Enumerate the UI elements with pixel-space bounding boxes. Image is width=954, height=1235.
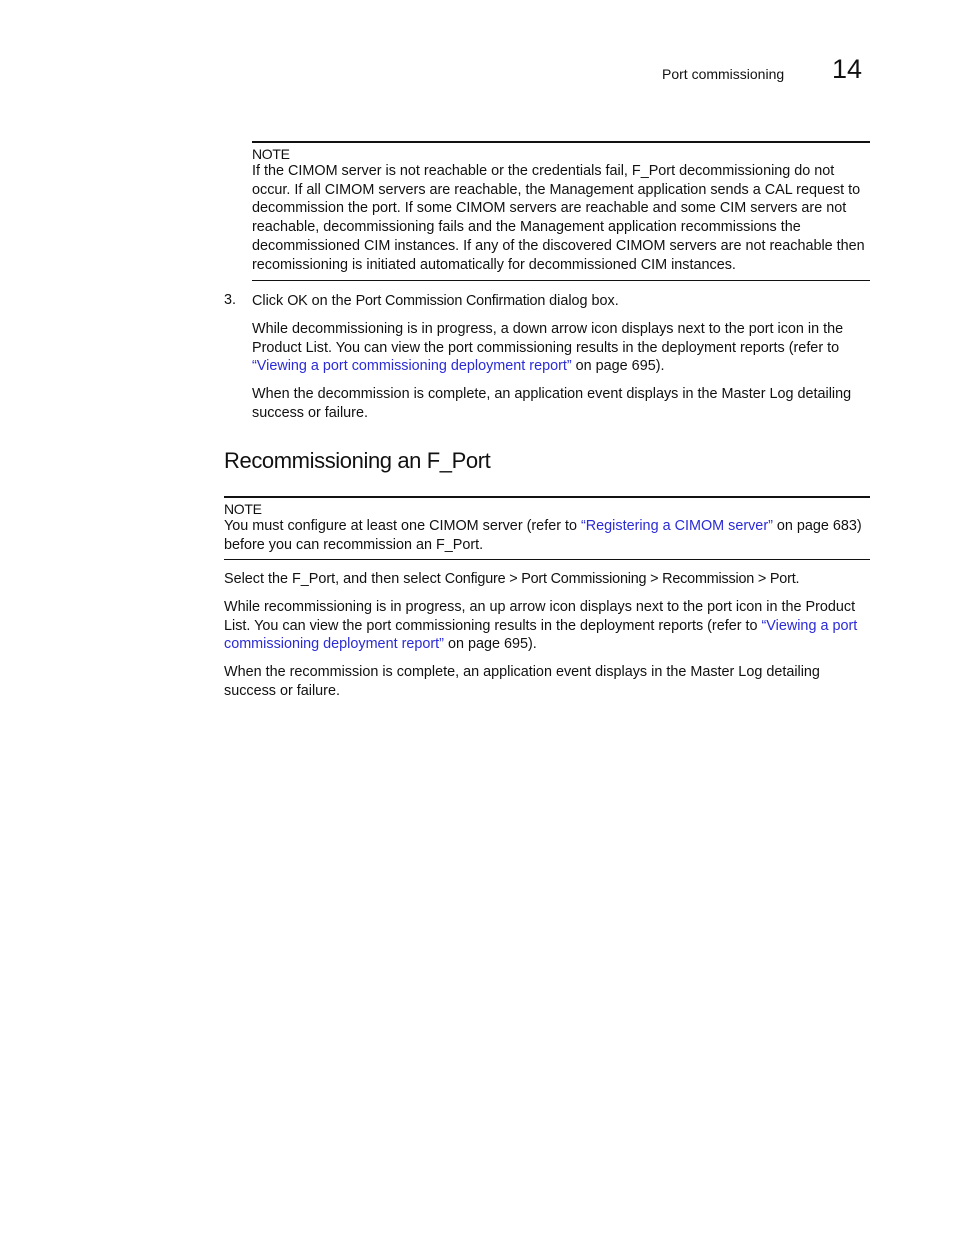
note-box-decommission bbox=[252, 141, 870, 281]
paragraph-recommission-progress bbox=[224, 598, 872, 654]
link-registering-cimom[interactable]: “Registering a CIMOM server” bbox=[580, 518, 773, 534]
note-box-recommission bbox=[224, 496, 870, 560]
paragraph-decommission-complete: When the decommission is complete, an application event displays in the Master Log detailing success or failure. bbox=[252, 386, 852, 421]
step-3-text bbox=[252, 292, 872, 311]
step-number: 3. bbox=[224, 292, 237, 308]
para3-pre: Select the F_Port, and then select bbox=[224, 571, 445, 587]
note-label: NOTE bbox=[252, 146, 290, 162]
ok-button-ref: OK bbox=[287, 293, 308, 309]
dialog-name-ref: Port Commission Confirmation bbox=[355, 293, 546, 309]
paragraph-select-fport bbox=[224, 570, 872, 589]
para1-post: on page 695). bbox=[571, 358, 665, 375]
menu-path: Configure > Port Commissioning > Recommission > Port bbox=[444, 571, 796, 587]
running-header-section: Port commissioning bbox=[662, 66, 785, 82]
step-3-mid: on the bbox=[307, 293, 356, 309]
para3-post: . bbox=[795, 571, 800, 587]
para1-pre: While decommissioning is in progress, a down arrow icon displays next to the port icon in the Product List. You can view the port commissioning results in the deployment reports (refer to bbox=[252, 321, 844, 356]
link-viewing-report[interactable]: “Viewing a port commissioning deployment report” bbox=[252, 358, 572, 375]
note2-pre: You must configure at least one CIMOM server (refer to bbox=[224, 518, 581, 534]
note-text: If the CIMOM server is not reachable or the credentials fail, F_Port decommissioning do not occur. If all CIMOM servers are reachable, the Management application sends a CAL request to decommission the port. If some CIMOM servers are reachable and some CIM servers are not reachable, decommissioning fails and the Management application recommissions the decommissioned CIM instances. If any of the discovered CIMOM servers are not reachable then recomissioning is initiated automatically for decommissioned CIM instances. bbox=[252, 163, 865, 273]
paragraph-decommission-progress bbox=[252, 320, 872, 376]
chapter-number: 14 bbox=[832, 54, 863, 84]
step-3-post: dialog box. bbox=[545, 293, 619, 309]
step-3-pre: Click bbox=[252, 293, 288, 309]
para4-pre: While recommissioning is in progress, an up arrow icon displays next to the port icon in the Product List. You can view the port commissioning results in the deployment reports (refer to bbox=[224, 599, 856, 634]
note2-post: on page 683) before you can recommission an F_Port. bbox=[224, 518, 862, 553]
para4-post: on page 695). bbox=[443, 636, 537, 653]
note-label: NOTE bbox=[224, 501, 262, 517]
paragraph-recommission-complete: When the recommission is complete, an application event displays in the Master Log detailing success or failure. bbox=[224, 664, 820, 699]
section-title: Recommissioning an F_Port bbox=[224, 448, 491, 473]
link-viewing-report[interactable]: “Viewing a port commissioning deployment report” bbox=[224, 617, 858, 653]
note-text bbox=[224, 517, 870, 554]
